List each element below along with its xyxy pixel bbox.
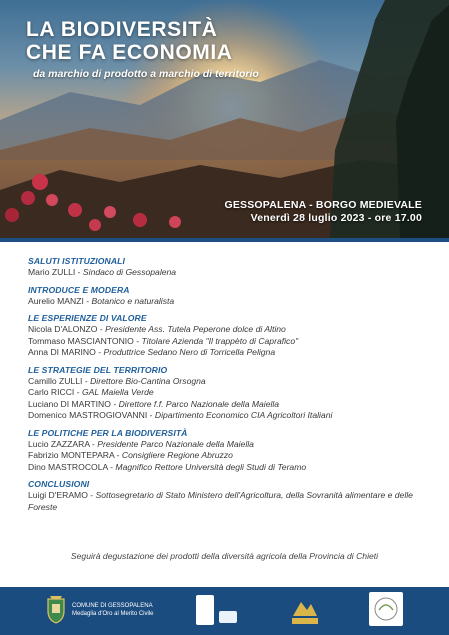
speaker-name: Lucio ZAZZARA — [28, 438, 90, 449]
hero-banner — [0, 0, 449, 238]
event-title — [26, 18, 233, 64]
speaker-name: Dino MASTROCOLA — [28, 461, 108, 472]
section-title: SALUTI ISTITUZIONALI — [28, 256, 126, 266]
municipal-crest-icon — [46, 596, 66, 624]
hero-divider — [0, 238, 449, 242]
speaker-name: Luciano DI MARTINO — [28, 398, 111, 409]
comune-label — [72, 603, 154, 618]
tasting-note: Seguirà degustazione dei prodotti della diversità agricola della Provincia di Chieti — [70, 551, 379, 561]
speaker-name: Luigi D'ERAMO — [28, 490, 88, 500]
speaker-row: Domenico MASTROGIOVANNI - Dipartimento Economico CIA Agricoltori Italiani — [28, 410, 333, 420]
speaker-row: Tommaso MASCIANTONIO - Titolare Azienda "Il trappèto di Caprafico" — [28, 335, 299, 346]
speaker-name: Aurelio MANZI — [28, 295, 84, 306]
section-title: LE STRATEGIE DEL TERRITORIO — [28, 364, 168, 375]
speaker-role: Dipartimento Economico CIA Agricoltori Italiani — [154, 410, 333, 420]
comune-name: COMUNE DI GESSOPALENA — [72, 603, 153, 609]
section-title: LE POLITICHE PER LA BIODIVERSITÀ — [28, 427, 188, 438]
speaker-row: Carlo RICCI - GAL Maiella Verde — [28, 387, 154, 397]
event-date: Venerdì 28 luglio 2023 - ore 17.00 — [250, 212, 422, 224]
speaker-role: Magnifico Rettore Università degli Studi di Teramo — [115, 461, 307, 472]
speaker-row: Lucio ZAZZARA - Presidente Parco Nazionale della Maiella — [28, 438, 254, 449]
comune-medal: Medaglia d'Oro al Merito Civile — [72, 610, 154, 617]
program-section — [28, 479, 428, 513]
event-location: GESSOPALENA - BORGO MEDIEVALE — [224, 199, 422, 211]
speaker-role: Presidente Ass. Tutela Peperone dolce di Altino — [105, 324, 286, 334]
speaker-name: Tommaso MASCIANTONIO — [28, 335, 134, 346]
speaker-row: Luciano DI MARTINO - Direttore f.f. Parco Nazionale della Maiella — [28, 398, 280, 409]
program-section — [28, 365, 428, 422]
program-section — [28, 256, 428, 279]
speaker-row: Dino MASTROCOLA - Magnifico Rettore Università degli Studi di Teramo — [28, 461, 307, 472]
program-list — [28, 256, 428, 519]
speaker-role: Presidente Parco Nazionale della Maiella — [97, 438, 254, 449]
speaker-row: Luigi D'ERAMO - Sottosegretario di Stato Ministero dell'Agricoltura, della Sovranità alimentare e delle Foreste — [28, 490, 413, 512]
organizer-logo — [369, 592, 403, 626]
speaker-row: Fabrizio MONTEPARA - Consigliere Regione Abruzzo — [28, 450, 233, 460]
speaker-role: Direttore f.f. Parco Nazionale della Maiella — [118, 398, 280, 409]
speaker-row: Mario ZULLI - Sindaco di Gessopalena — [28, 267, 177, 277]
speaker-role: Sottosegretario di Stato Ministero dell'Agricoltura, della Sovranità alimentare e delle Foreste — [28, 490, 413, 512]
speaker-name: Anna DI MARINO — [28, 347, 96, 357]
speaker-role: Botanico e naturalista — [91, 295, 175, 306]
park-logo — [196, 595, 214, 625]
speaker-name: Carlo RICCI — [28, 387, 75, 397]
event-title-line2: CHE FA ECONOMIA — [26, 41, 233, 64]
speaker-row: Camillo ZULLI - Direttore Bio-Cantina Orsogna — [28, 375, 206, 386]
speaker-role: Direttore Bio-Cantina Orsogna — [90, 375, 206, 386]
section-title: CONCLUSIONI — [28, 479, 90, 489]
speaker-row: Anna DI MARINO - Produttrice Sedano Nero di Torricella Peligna — [28, 347, 276, 357]
speaker-role: Sindaco di Gessopalena — [82, 267, 177, 277]
speaker-name: Nicola D'ALONZO — [28, 324, 98, 334]
event-subtitle: da marchio di prodotto a marchio di territorio — [33, 68, 259, 80]
speaker-name: Mario ZULLI — [28, 267, 76, 277]
speaker-role: Produttrice Sedano Nero di Torricella Peligna — [103, 347, 276, 357]
speaker-role: GAL Maiella Verde — [81, 387, 154, 397]
program-section — [28, 285, 428, 308]
eu-flag-logo — [219, 611, 237, 623]
speaker-name: Camillo ZULLI — [28, 375, 83, 386]
speaker-name: Domenico MASTROGIOVANNI — [28, 410, 148, 420]
speaker-role: Titolare Azienda "Il trappèto di Caprafico" — [141, 335, 299, 346]
event-title-line1: LA BIODIVERSITÀ — [26, 18, 218, 41]
program-section — [28, 428, 428, 474]
speaker-name: Fabrizio MONTEPARA — [28, 450, 115, 460]
speaker-row: Nicola D'ALONZO - Presidente Ass. Tutela Peperone dolce di Altino — [28, 324, 286, 334]
section-title: LE ESPERIENZE DI VALORE — [28, 313, 147, 323]
program-section — [28, 313, 428, 359]
section-title: INTRODUCE E MODERA — [28, 284, 130, 295]
speaker-row: Aurelio MANZI - Botanico e naturalista — [28, 295, 175, 306]
maiella-verde-logo — [289, 592, 321, 626]
speaker-role: Consigliere Regione Abruzzo — [121, 450, 233, 460]
